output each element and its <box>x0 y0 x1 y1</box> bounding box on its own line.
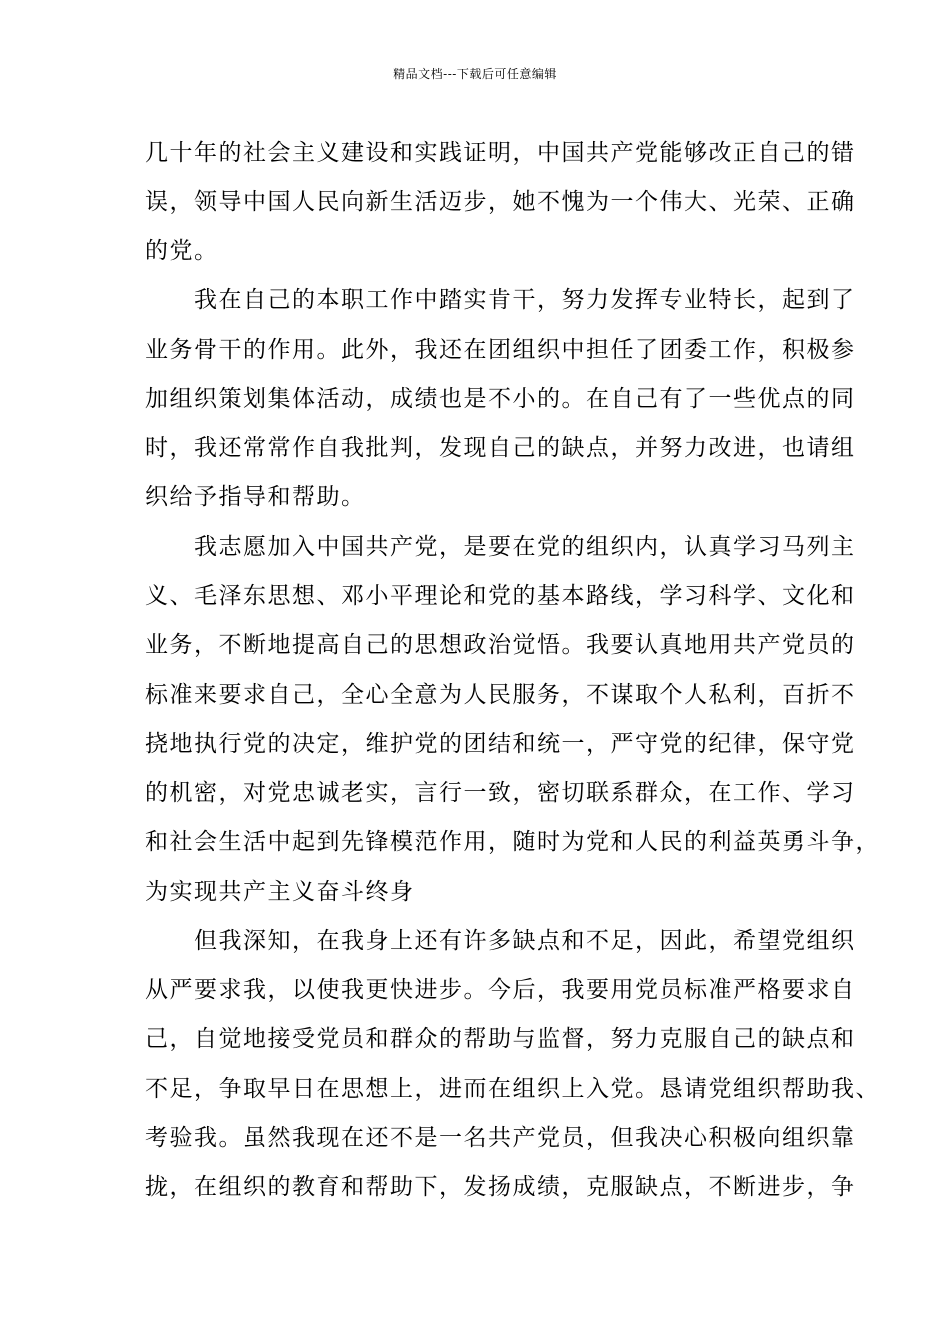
body-line: 织给予指导和帮助。 <box>145 484 366 510</box>
body-line: 为实现共产主义奋斗终身 <box>145 879 415 905</box>
body-line: 的机密，对党忠诚老实，言行一致，密切联系群众，在工作、学习 <box>145 780 856 806</box>
body-line: 挠地执行党的决定，维护党的团结和统一，严守党的纪律，保守党 <box>145 731 856 757</box>
body-line: 考验我。虽然我现在还不是一名共产党员，但我决心积极向组织靠 <box>145 1125 856 1151</box>
body-line: 标准来要求自己，全心全意为人民服务，不谋取个人私利，百折不 <box>145 682 856 708</box>
body-line: 但我深知，在我身上还有许多缺点和不足，因此，希望党组织 <box>145 928 856 954</box>
body-line: 从严要求我，以使我更快进步。今后，我要用党员标准严格要求自 <box>145 977 856 1003</box>
body-line: 我在自己的本职工作中踏实肯干，努力发挥专业特长，起到了 <box>145 287 856 313</box>
page-header: 精品文档---下载后可任意编辑 <box>393 67 557 81</box>
body-line: 业务骨干的作用。此外，我还在团组织中担任了团委工作，积极参 <box>145 337 856 363</box>
body-line: 不足，争取早日在思想上，进而在组织上入党。恳请党组织帮助我、 <box>145 1076 880 1102</box>
body-line: 己，自觉地接受党员和群众的帮助与监督，努力克服自己的缺点和 <box>145 1026 856 1052</box>
body-line: 我志愿加入中国共产党，是要在党的组织内，认真学习马列主 <box>145 534 856 560</box>
body-line: 误，领导中国人民向新生活迈步，她不愧为一个伟大、光荣、正确 <box>145 189 856 215</box>
body-line: 和社会生活中起到先锋模范作用，随时为党和人民的利益英勇斗争， <box>145 829 880 855</box>
body-line: 拢，在组织的教育和帮助下，发扬成绩，克服缺点，不断进步，争 <box>145 1174 856 1200</box>
body-line: 业务，不断地提高自己的思想政治觉悟。我要认真地用共产党员的 <box>145 632 856 658</box>
body-line: 时，我还常常作自我批判，发现自己的缺点，并努力改进，也请组 <box>145 435 856 461</box>
body-line: 几十年的社会主义建设和实践证明，中国共产党能够改正自己的错 <box>145 140 856 166</box>
body-line: 义、毛泽东思想、邓小平理论和党的基本路线，学习科学、文化和 <box>145 583 856 609</box>
body-line: 的党。 <box>145 238 219 264</box>
body-line: 加组织策划集体活动，成绩也是不小的。在自己有了一些优点的同 <box>145 386 856 412</box>
